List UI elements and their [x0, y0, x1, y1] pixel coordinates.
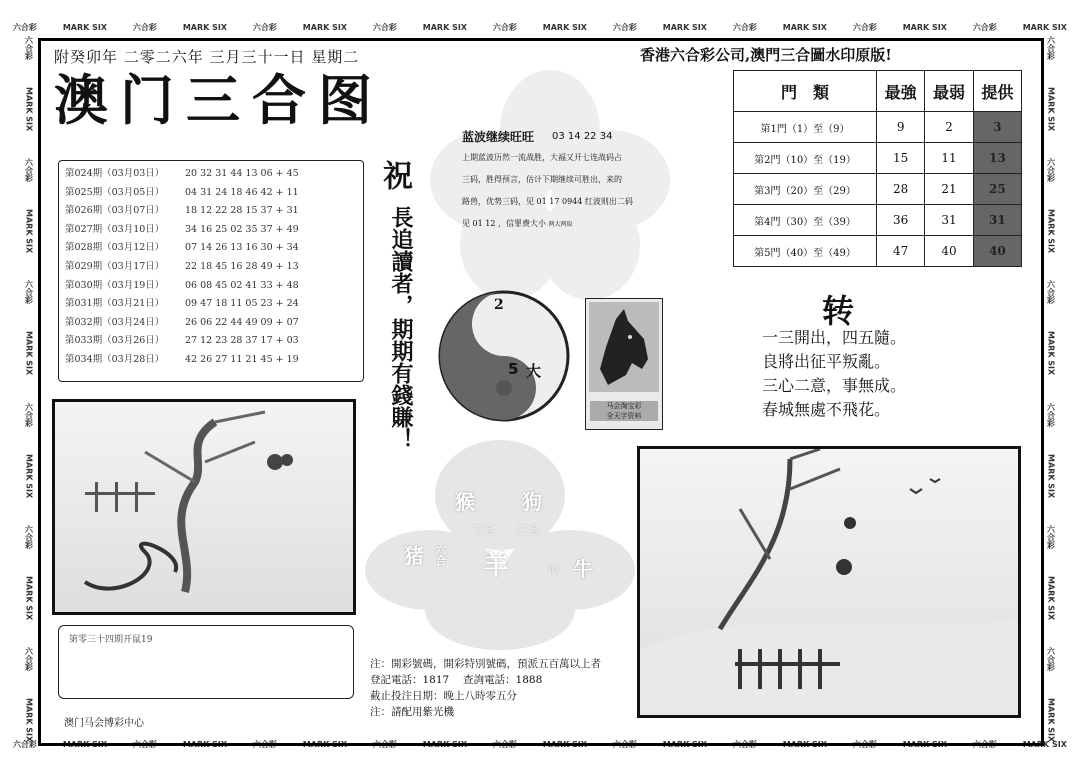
- history-row: [65, 202, 357, 221]
- border-logo: MARK SIX: [24, 208, 34, 254]
- border-logo: 六合彩: [972, 739, 997, 749]
- border-logo: MARK SIX: [24, 575, 34, 621]
- history-row: [65, 314, 357, 333]
- table-cell-label: 第3門（20）至（29）: [734, 174, 877, 205]
- history-period: 第025期（03月05日）: [65, 186, 165, 198]
- border-logo: MARK SIX: [422, 22, 467, 32]
- border-logo: 六合彩: [24, 35, 34, 60]
- poem-line: 春城無處不飛花。: [762, 400, 891, 419]
- history-period: 第032期（03月24日）: [65, 316, 165, 328]
- border-logo: 六合彩: [12, 22, 37, 32]
- border-logo: MARK SIX: [782, 22, 827, 32]
- notes-line2: 登記電話：1817 查詢電話：1888: [370, 674, 543, 686]
- history-period: 第024期（03月03日）: [65, 168, 165, 179]
- notes-line4: 注：請配用紫光機: [370, 706, 454, 718]
- table-cell-weak: 21: [925, 174, 973, 205]
- zodiac-ox: 牛: [573, 557, 593, 581]
- history-numbers: 20 32 31 44 13 06 + 45: [185, 168, 299, 179]
- tip-line3: 路兽，优势三码，见 01 17 0944 红波则出二码: [462, 197, 633, 206]
- tip-title: 蓝波继续旺旺: [462, 130, 535, 144]
- poem-line: 良將出征平叛亂。: [762, 352, 891, 371]
- border-logo: MARK SIX: [782, 739, 827, 749]
- border-logo: MARK SIX: [902, 739, 947, 749]
- border-logo: 六合彩: [1046, 35, 1056, 60]
- horse-head-icon: [586, 299, 662, 395]
- zodiac-sanhe-left: 三合: [472, 523, 497, 537]
- zodiac-sheep: 羊: [483, 551, 510, 581]
- table-header: 最強: [877, 71, 925, 112]
- history-numbers: 34 16 25 02 35 37 + 49: [185, 223, 299, 235]
- history-period: 第030期（03月19日）: [65, 279, 165, 291]
- border-logo: 六合彩: [12, 739, 37, 749]
- left-border-strip: [18, 22, 40, 756]
- border-logo: 六合彩: [732, 22, 757, 32]
- tip-line4b: 两大两取: [548, 221, 573, 228]
- poem: [762, 326, 906, 422]
- border-logo: 六合彩: [372, 739, 397, 749]
- history-numbers: 18 12 22 28 15 37 + 31: [185, 205, 299, 217]
- border-logo: 六合彩: [1046, 280, 1056, 305]
- zodiac-monkey: 猴: [455, 490, 475, 514]
- history-numbers: 22 18 45 16 28 49 + 13: [185, 260, 299, 272]
- zodiac-chong: 沖: [548, 563, 559, 576]
- tip-line2: 三码，胜得预言，估计下期继续可胜出，来的: [462, 175, 622, 184]
- table-cell-give: 3: [973, 112, 1021, 143]
- note-box-text: 第零三十四期开鼠19: [69, 635, 153, 645]
- history-row: [65, 184, 357, 203]
- table-cell-give: 13: [973, 143, 1021, 174]
- border-logo: MARK SIX: [1046, 208, 1056, 254]
- history-row: [65, 295, 357, 314]
- border-logo: 六合彩: [252, 739, 277, 749]
- border-logo: 六合彩: [1046, 647, 1056, 672]
- table-header: 最弱: [925, 71, 973, 112]
- border-logo: MARK SIX: [182, 22, 228, 32]
- history-row: [65, 332, 357, 351]
- history-period: 第026期（03月07日）: [65, 205, 165, 217]
- border-logo: 六合彩: [852, 739, 877, 749]
- horse-caption2: 全天字资料: [606, 412, 642, 420]
- history-row: [65, 165, 357, 184]
- table-cell-give: 31: [973, 205, 1021, 236]
- blessing-line2: 期期有錢賺！: [388, 318, 414, 450]
- border-logo: 六合彩: [612, 739, 637, 749]
- history-row: [65, 221, 357, 240]
- history-row: [65, 239, 357, 258]
- table-cell-weak: 31: [925, 205, 973, 236]
- border-logo: 六合彩: [492, 739, 517, 749]
- yinyang-icon: [436, 288, 572, 424]
- company-title: 香港六合彩公司,澳門三合圖水印原版!: [640, 46, 892, 64]
- history-list: [58, 160, 364, 382]
- table-cell-strong: 47: [877, 236, 925, 267]
- blessing-line1: 長追讀者，: [388, 206, 414, 316]
- border-logo: MARK SIX: [662, 22, 707, 32]
- border-logo: MARK SIX: [24, 331, 34, 376]
- door-table: [733, 70, 1022, 267]
- border-logo: MARK SIX: [62, 22, 108, 32]
- border-logo: MARK SIX: [1046, 575, 1056, 621]
- border-logo: 六合彩: [852, 22, 877, 32]
- table-row: [734, 236, 1022, 267]
- border-logo: MARK SIX: [302, 22, 347, 32]
- border-logo: 六合彩: [252, 22, 277, 32]
- border-logo: 六合彩: [24, 524, 34, 549]
- yinyang-text: 大: [526, 362, 542, 380]
- poem-line: 一三開出，四五隨。: [762, 328, 907, 347]
- history-period: 第029期（03月17日）: [65, 260, 165, 272]
- border-logo: MARK SIX: [182, 739, 228, 749]
- poem-line: 三心二意，事無成。: [762, 376, 907, 395]
- border-logo: MARK SIX: [62, 739, 108, 749]
- border-logo: 六合彩: [732, 739, 757, 749]
- history-numbers: 26 06 22 44 49 09 + 07: [185, 316, 299, 328]
- history-numbers: 04 31 24 18 46 42 + 11: [185, 186, 299, 198]
- border-logo: MARK SIX: [24, 698, 34, 743]
- yinyang-num1: 2: [494, 297, 504, 313]
- border-logo: 六合彩: [1046, 157, 1056, 182]
- history-period: 第034期（03月28日）: [65, 353, 165, 365]
- border-logo: 六合彩: [132, 739, 157, 749]
- table-cell-label: 第5門（40）至（49）: [734, 236, 877, 267]
- history-numbers: 06 08 45 02 41 33 + 48: [185, 279, 299, 291]
- yinyang-num2: 5: [508, 360, 519, 378]
- page-title: 澳门三合图: [54, 69, 384, 132]
- table-row: [734, 205, 1022, 236]
- tip-code: 03 14 22 34: [552, 131, 613, 142]
- table-header: 門 類: [734, 71, 877, 112]
- poem-title: 转: [822, 292, 855, 330]
- border-logo: MARK SIX: [542, 22, 587, 32]
- table-cell-strong: 9: [877, 112, 925, 143]
- history-period: 第027期（03月10日）: [65, 223, 165, 235]
- history-numbers: 42 26 27 11 21 45 + 19: [185, 353, 299, 365]
- snake-tree-picture: [52, 399, 356, 615]
- table-cell-give: 25: [973, 174, 1021, 205]
- date-line: 附癸卯年 二零二六年 三月三十一日 星期二: [54, 48, 360, 66]
- blessing-top: 祝: [377, 160, 412, 190]
- zodiac-pig: 猪: [404, 544, 424, 568]
- top-border-strip: [0, 16, 1080, 38]
- border-logo: MARK SIX: [422, 739, 467, 749]
- border-logo: MARK SIX: [1022, 739, 1067, 749]
- table-cell-label: 第2門（10）至（19）: [734, 143, 877, 174]
- table-cell-weak: 11: [925, 143, 973, 174]
- table-row: [734, 174, 1022, 205]
- history-row: [65, 351, 357, 370]
- border-logo: 六合彩: [24, 647, 34, 672]
- horse-caption1: 马会淘宝彩: [606, 402, 642, 410]
- notes-line3: 截止投注日期：晚上八時零五分: [370, 690, 517, 702]
- table-row: [734, 143, 1022, 174]
- border-logo: 六合彩: [372, 22, 397, 32]
- tip-line4: 见 01 12 ，信罪费大小: [462, 219, 546, 228]
- zodiac-sanhe-right: 三合: [516, 523, 541, 537]
- border-logo: 六合彩: [492, 22, 517, 32]
- table-cell-strong: 28: [877, 174, 925, 205]
- table-row: [734, 112, 1022, 143]
- border-logo: 六合彩: [132, 22, 157, 32]
- table-header: 提供: [973, 71, 1021, 112]
- notes-line1: 注：開彩號碼，開彩特別號碼，預派五百萬以上者: [370, 658, 601, 670]
- notes: [370, 656, 601, 720]
- history-row: [65, 277, 357, 296]
- history-numbers: 09 47 18 11 05 23 + 24: [185, 298, 299, 310]
- border-logo: MARK SIX: [302, 739, 347, 749]
- history-numbers: 07 14 26 13 16 30 + 34: [185, 242, 299, 254]
- tip-block: [462, 128, 702, 236]
- border-logo: MARK SIX: [542, 739, 587, 749]
- border-logo: MARK SIX: [24, 86, 34, 131]
- note-box: [58, 625, 354, 699]
- border-logo: MARK SIX: [662, 739, 707, 749]
- tree-river-picture: [637, 446, 1021, 718]
- table-cell-strong: 15: [877, 143, 925, 174]
- history-period: 第031期（03月21日）: [65, 298, 165, 310]
- border-logo: MARK SIX: [1046, 86, 1056, 131]
- table-cell-strong: 36: [877, 205, 925, 236]
- tip-line1: 上期蓝波历然一流战胜，大福又开七连战码占: [462, 153, 622, 162]
- table-cell-weak: 2: [925, 112, 973, 143]
- border-logo: 六合彩: [24, 402, 34, 427]
- border-logo: 六合彩: [972, 22, 997, 32]
- border-logo: 六合彩: [24, 157, 34, 182]
- border-logo: MARK SIX: [1046, 698, 1056, 743]
- border-logo: 六合彩: [1046, 524, 1056, 549]
- table-cell-label: 第1門（1）至（9）: [734, 112, 877, 143]
- horse-card: [585, 298, 663, 430]
- border-logo: 六合彩: [1046, 402, 1056, 427]
- table-cell-give: 40: [973, 236, 1021, 267]
- border-logo: MARK SIX: [902, 22, 947, 32]
- border-logo: MARK SIX: [1046, 331, 1056, 376]
- zodiac-dog: 狗: [522, 490, 542, 514]
- border-logo: MARK SIX: [1022, 22, 1067, 32]
- history-period: 第033期（03月26日）: [65, 335, 165, 347]
- history-row: [65, 258, 357, 277]
- table-cell-label: 第4門（30）至（39）: [734, 205, 877, 236]
- border-logo: MARK SIX: [1046, 453, 1056, 498]
- history-period: 第028期（03月12日）: [65, 242, 165, 254]
- table-cell-weak: 40: [925, 236, 973, 267]
- zodiac-liuhe: 六合: [434, 544, 447, 566]
- border-logo: 六合彩: [612, 22, 637, 32]
- footer-text: 澳门马会博彩中心: [64, 718, 144, 729]
- border-logo: MARK SIX: [24, 453, 34, 498]
- history-numbers: 27 12 23 28 37 17 + 03: [185, 335, 299, 347]
- border-logo: 六合彩: [24, 280, 34, 305]
